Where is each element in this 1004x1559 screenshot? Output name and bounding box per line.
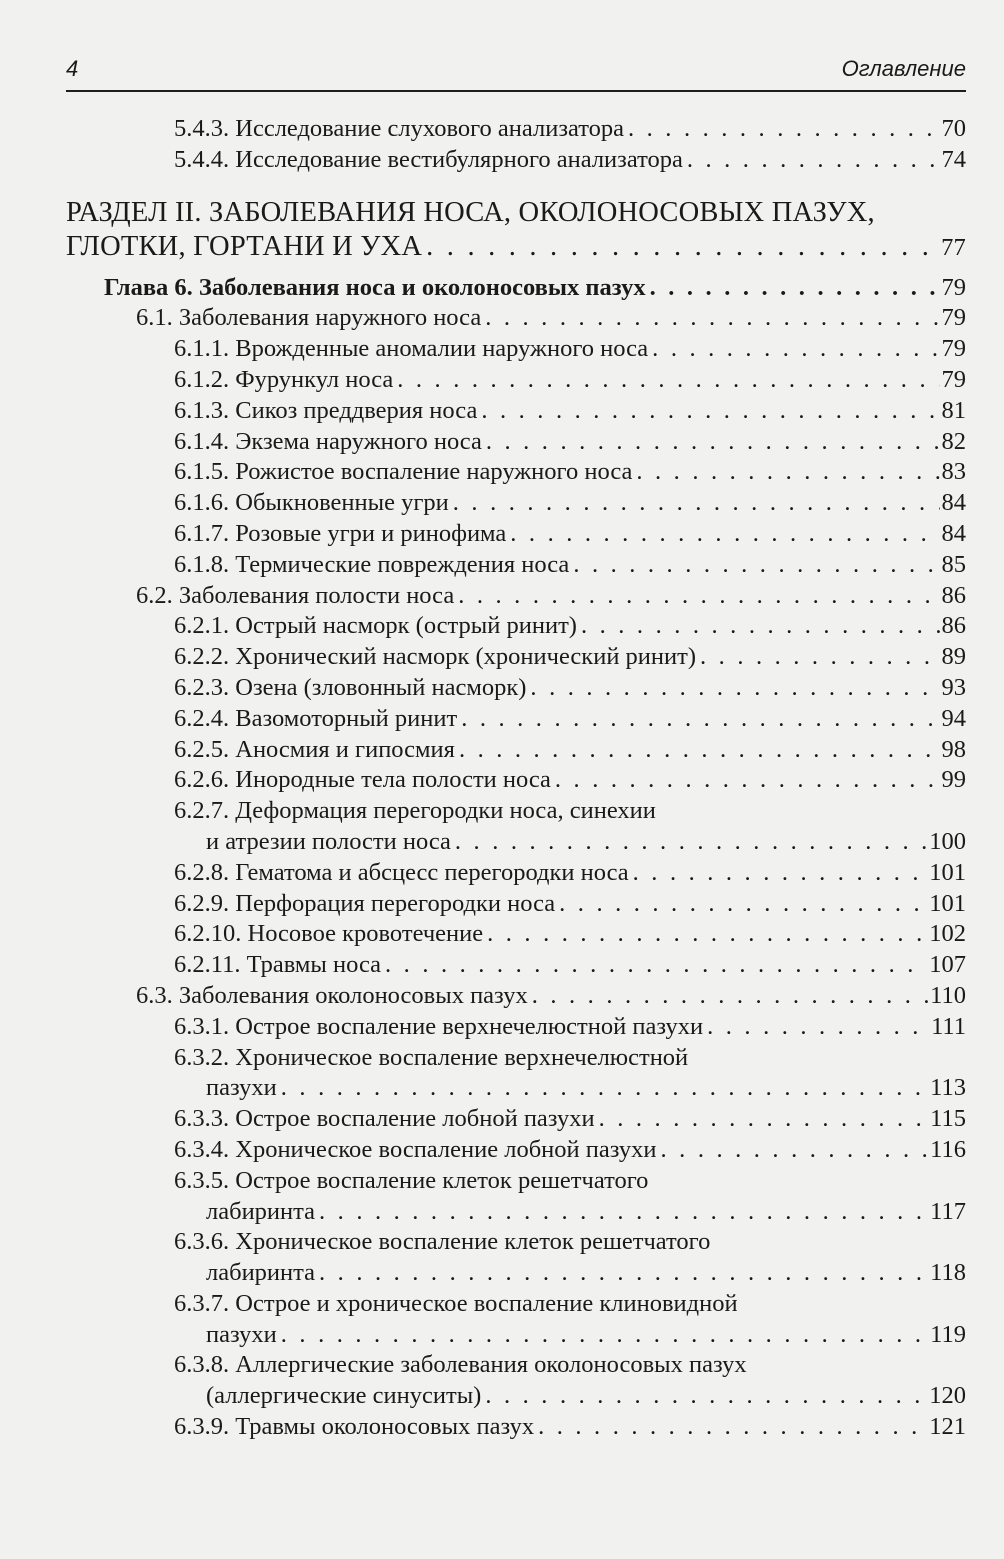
toc-entry-page: 81 <box>941 396 966 424</box>
toc-entry <box>66 1104 966 1135</box>
dot-leader <box>538 1412 927 1443</box>
toc-entry-page: 121 <box>929 1413 966 1441</box>
toc-entry <box>66 858 966 889</box>
toc-entry-page: 85 <box>941 550 966 578</box>
toc-entry-page: 79 <box>941 365 966 393</box>
part-heading <box>66 230 966 265</box>
dot-leader <box>319 1258 928 1289</box>
dot-leader <box>650 273 940 304</box>
toc-entry <box>66 1012 966 1043</box>
toc-entry-line1: 6.3.8. Аллергические заболевания околоносовых пазух <box>174 1351 747 1379</box>
toc-entry-title: 6.1.2. Фурункул носа <box>174 365 394 393</box>
toc-entry-page: 74 <box>941 145 966 173</box>
toc-entry <box>66 1073 966 1104</box>
toc-entry-page: 93 <box>941 673 966 701</box>
toc-entry-page: 102 <box>929 920 966 948</box>
dot-leader <box>281 1073 928 1104</box>
toc-entry-title: 6.1.3. Сикоз преддверия носа <box>174 396 478 424</box>
toc-entry <box>66 673 966 704</box>
toc-entry-page: 86 <box>941 581 966 609</box>
toc-entry-page: 84 <box>941 489 966 517</box>
table-of-contents <box>66 114 966 1443</box>
toc-entry-page: 100 <box>929 827 966 855</box>
toc-entry-title: 6.2.3. Озена (зловонный насморк) <box>174 673 527 701</box>
toc-entry-title: 6.3.9. Травмы околоносовых пазух <box>174 1413 535 1441</box>
toc-entry-continuation: и атрезии полости носа <box>206 827 451 855</box>
dot-leader <box>486 427 940 458</box>
toc-entry-title: 6.1.6. Обыкновенные угри <box>174 489 449 517</box>
toc-entry-title: 6.2.9. Перфорация перегородки носа <box>174 889 556 917</box>
page-number: 4 <box>66 56 79 81</box>
dot-leader <box>385 950 927 981</box>
toc-entry-title: 6.2.2. Хронический насморк (хронический ринит) <box>174 643 697 671</box>
part-heading-line1: РАЗДЕЛ II. ЗАБОЛЕВАНИЯ НОСА, ОКОЛОНОСОВЫХ ПАЗУХ, <box>66 196 875 228</box>
toc-entry <box>66 1320 966 1351</box>
toc-entry-line1: 6.3.7. Острое и хроническое воспаление клиновидной <box>174 1289 738 1317</box>
toc-entry-page: 111 <box>931 1012 966 1040</box>
section-entry <box>66 581 966 612</box>
toc-entry-line1: 6.3.2. Хроническое воспаление верхнечелюстной <box>174 1043 689 1071</box>
dot-leader <box>700 642 939 673</box>
toc-entry-page: 113 <box>930 1074 966 1102</box>
toc-entry <box>66 550 966 581</box>
dot-leader <box>532 981 928 1012</box>
dot-leader <box>459 735 940 766</box>
toc-entry-page: 118 <box>930 1259 966 1287</box>
toc-entry-page: 101 <box>929 889 966 917</box>
part-heading-line2: ГЛОТКИ, ГОРТАНИ И УХА <box>66 230 423 262</box>
toc-entry-line1: 6.3.6. Хроническое воспаление клеток решетчатого <box>174 1228 711 1256</box>
toc-entry-page: 110 <box>930 981 966 1009</box>
dot-leader <box>559 889 927 920</box>
toc-entry-title: 6.2.8. Гематома и абсцесс перегородки носа <box>174 858 629 886</box>
toc-entry <box>66 427 966 458</box>
toc-entry-page: 84 <box>941 519 966 547</box>
dot-leader <box>599 1104 929 1135</box>
toc-entry <box>66 889 966 920</box>
toc-entry-page: 99 <box>941 766 966 794</box>
toc-entry <box>66 827 966 858</box>
dot-leader <box>453 488 940 519</box>
dot-leader <box>319 1197 928 1228</box>
dot-leader <box>426 230 939 264</box>
toc-entry-page: 101 <box>929 858 966 886</box>
toc-entry-title: 6.1.4. Экзема наружного носа <box>174 427 482 455</box>
chapter-entry <box>66 273 966 304</box>
toc-entry <box>66 1381 966 1412</box>
toc-entry-continuation: лабиринта <box>206 1197 316 1225</box>
toc-entry-title: 6.3.4. Хроническое воспаление лобной пазухи <box>174 1135 657 1163</box>
dot-leader <box>485 303 939 334</box>
section-entry <box>66 303 966 334</box>
section-entry <box>66 981 966 1012</box>
toc-entry <box>66 1197 966 1228</box>
toc-entry-title: 6.3.1. Острое воспаление верхнечелюстной пазухи <box>174 1012 704 1040</box>
toc-entry-page: 89 <box>941 643 966 671</box>
toc-entry-page: 82 <box>941 427 966 455</box>
dot-leader <box>481 396 939 427</box>
running-title: Оглавление <box>841 56 966 81</box>
toc-entry <box>66 396 966 427</box>
dot-leader <box>633 858 928 889</box>
dot-leader <box>581 611 940 642</box>
toc-entry-page: 77 <box>941 233 966 261</box>
toc-entry-title: 5.4.4. Исследование вестибулярного анализатора <box>174 145 683 173</box>
toc-entry <box>66 765 966 796</box>
toc-entry-page: 79 <box>941 335 966 363</box>
toc-entry-title: 6.2.5. Аносмия и гипосмия <box>174 735 455 763</box>
dot-leader <box>510 519 939 550</box>
toc-entry <box>66 919 966 950</box>
toc-entry <box>66 365 966 396</box>
toc-entry <box>66 1258 966 1289</box>
toc-entry-title: 6.2.10. Носовое кровотечение <box>174 920 484 948</box>
toc-entry-title: 6.1.7. Розовые угри и ринофима <box>174 519 507 547</box>
dot-leader <box>455 827 927 858</box>
toc-entry-page: 79 <box>941 304 966 332</box>
toc-entry-continuation: пазухи <box>206 1320 277 1348</box>
toc-entry-title: 6.2.1. Острый насморк (острый ринит) <box>174 612 577 640</box>
toc-entry-title: 6.2.11. Травмы носа <box>174 951 382 979</box>
toc-entry-page: 116 <box>930 1135 966 1163</box>
toc-entry-title: 6.1.5. Рожистое воспаление наружного носа <box>174 458 633 486</box>
toc-entry-page: 107 <box>929 951 966 979</box>
toc-entry-page: 79 <box>941 273 966 301</box>
toc-entry-line1: 6.3.5. Острое воспаление клеток решетчатого <box>174 1166 649 1194</box>
toc-entry-title: 5.4.3. Исследование слухового анализатора <box>174 115 624 142</box>
toc-entry-page: 70 <box>941 115 966 142</box>
toc-entry-page: 120 <box>929 1382 966 1410</box>
toc-entry <box>66 114 966 145</box>
running-header <box>66 52 966 92</box>
dot-leader <box>461 704 939 735</box>
toc-entry <box>66 488 966 519</box>
toc-entry-continuation: лабиринта <box>206 1259 316 1287</box>
toc-entry-title: 6.2.4. Вазомоторный ринит <box>174 704 458 732</box>
toc-entry-page: 119 <box>930 1320 966 1348</box>
toc-entry-page: 98 <box>941 735 966 763</box>
toc-entry-title: 6.2. Заболевания полости носа <box>136 581 455 609</box>
dot-leader <box>573 550 939 581</box>
toc-entry-line1: 6.2.7. Деформация перегородки носа, синехии <box>174 797 656 825</box>
dot-leader <box>687 145 940 176</box>
dot-leader <box>555 765 940 796</box>
toc-entry-continuation: пазухи <box>206 1074 277 1102</box>
toc-entry-title: 6.1. Заболевания наружного носа <box>136 304 482 332</box>
toc-entry <box>66 519 966 550</box>
toc-entry-page: 115 <box>930 1105 966 1133</box>
dot-leader <box>652 334 939 365</box>
toc-entry-title: 6.2.6. Инородные тела полости носа <box>174 766 551 794</box>
toc-entry <box>66 704 966 735</box>
toc-entry-page: 117 <box>930 1197 966 1225</box>
toc-entry-page: 94 <box>941 704 966 732</box>
toc-entry <box>66 1135 966 1166</box>
toc-entry-title: 6.3.3. Острое воспаление лобной пазухи <box>174 1105 595 1133</box>
dot-leader <box>530 673 939 704</box>
dot-leader <box>628 114 940 145</box>
dot-leader <box>485 1381 927 1412</box>
toc-entry <box>66 642 966 673</box>
dot-leader <box>281 1320 928 1351</box>
toc-entry <box>66 334 966 365</box>
toc-entry <box>66 145 966 176</box>
toc-entry <box>66 457 966 488</box>
toc-entry-title: 6.1.1. Врожденные аномалии наружного носа <box>174 335 649 363</box>
dot-leader <box>636 457 939 488</box>
dot-leader <box>397 365 939 396</box>
dot-leader <box>487 919 927 950</box>
chapter-title: Глава 6. Заболевания носа и околоносовых пазух <box>104 273 646 301</box>
dot-leader <box>661 1135 929 1166</box>
toc-entry-title: 6.3. Заболевания околоносовых пазух <box>136 981 528 1009</box>
toc-entry <box>66 611 966 642</box>
toc-entry-page: 83 <box>941 458 966 486</box>
toc-entry <box>66 735 966 766</box>
toc-entry-continuation: (аллергические синуситы) <box>206 1382 482 1410</box>
toc-entry-page: 86 <box>941 612 966 640</box>
toc-entry <box>66 950 966 981</box>
dot-leader <box>458 581 939 612</box>
toc-entry-title: 6.1.8. Термические повреждения носа <box>174 550 570 578</box>
dot-leader <box>707 1012 929 1043</box>
toc-entry <box>66 1412 966 1443</box>
